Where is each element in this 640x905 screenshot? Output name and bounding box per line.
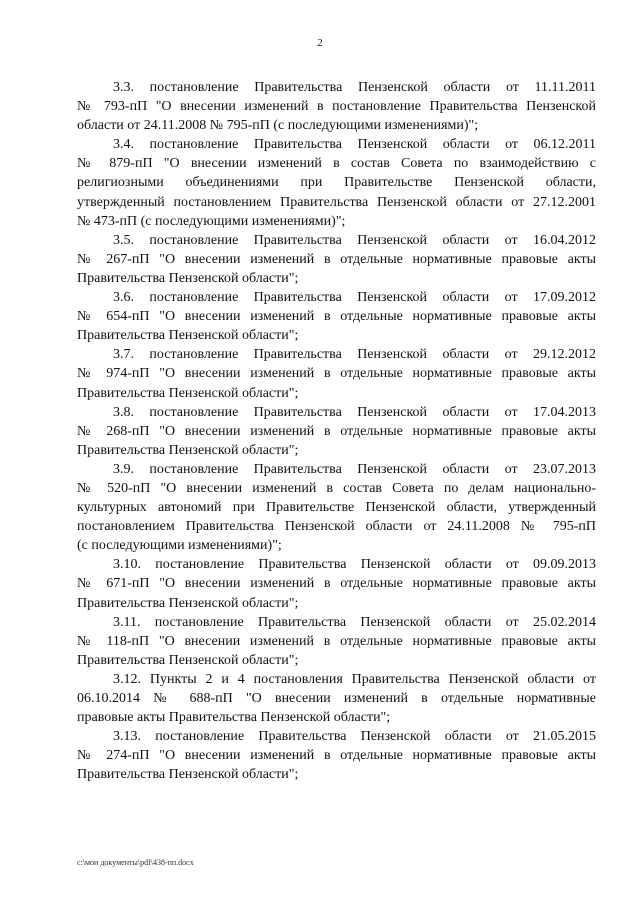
- text-line: № 473-пП (с последующими изменениями)";: [77, 213, 346, 229]
- text-line: религиозными объединениями при Правительстве Пензенской области,: [77, 175, 596, 191]
- text-line: 3.6. постановление Правительства Пензенской области от 17.09.2012: [113, 290, 596, 306]
- text-line: области от 24.11.2008 № 795-пП (с последующими изменениями)";: [77, 118, 479, 134]
- document-body: [77, 78, 596, 784]
- text-line: № 793-пП "О внесении изменений в постановление Правительства Пензенской: [77, 99, 596, 115]
- text-line: Правительства Пензенской области";: [77, 767, 299, 783]
- text-line: 3.8. постановление Правительства Пензенской области от 17.04.2013: [113, 404, 596, 420]
- text-line: 3.12. Пункты 2 и 4 постановления Правительства Пензенской области от: [113, 671, 596, 687]
- list-item: [77, 670, 596, 727]
- file-path-footer: c:\мои документы\pdf\438-пп.docx: [77, 858, 194, 867]
- text-line: Правительства Пензенской области";: [77, 652, 299, 668]
- text-line: № 267-пП "О внесении изменений в отдельные нормативные правовые акты: [77, 251, 596, 267]
- list-item: [77, 78, 596, 135]
- text-line: 3.5. постановление Правительства Пензенской области от 16.04.2012: [113, 232, 596, 248]
- text-line: № 654-пП "О внесении изменений в отдельные нормативные правовые акты: [77, 309, 596, 325]
- text-line: Правительства Пензенской области";: [77, 385, 299, 401]
- list-item: [77, 288, 596, 345]
- list-item: [77, 613, 596, 670]
- text-line: 3.10. постановление Правительства Пензенской области от 09.09.2013: [113, 557, 596, 573]
- text-line: 3.13. постановление Правительства Пензенской области от 21.05.2015: [113, 729, 596, 745]
- text-line: № 520-пП "О внесении изменений в состав Совета по делам национально-: [77, 480, 596, 496]
- text-line: Правительства Пензенской области";: [77, 270, 299, 286]
- list-item: [77, 403, 596, 460]
- list-item: [77, 460, 596, 555]
- text-line: постановлением Правительства Пензенской области от 24.11.2008 № 795-пП: [77, 519, 596, 535]
- text-line: 3.4. постановление Правительства Пензенской области от 06.12.2011: [113, 137, 596, 153]
- list-item: [77, 231, 596, 288]
- list-item: [77, 555, 596, 612]
- list-item: [77, 727, 596, 784]
- list-item: [77, 345, 596, 402]
- text-line: 06.10.2014 № 688-пП "О внесении изменений в отдельные нормативные: [77, 691, 596, 706]
- text-line: № 879-пП "О внесении изменений в состав Совета по взаимодействию с: [77, 156, 596, 172]
- text-line: № 974-пП "О внесении изменений в отдельные нормативные правовые акты: [77, 366, 596, 382]
- text-line: № 671-пП "О внесении изменений в отдельные нормативные правовые акты: [77, 576, 596, 592]
- text-line: 3.7. постановление Правительства Пензенской области от 29.12.2012: [113, 347, 596, 363]
- list-item: [77, 135, 596, 230]
- text-line: (с последующими изменениями)";: [77, 538, 282, 554]
- text-line: 3.11. постановление Правительства Пензенской области от 25.02.2014: [113, 614, 596, 630]
- text-line: № 118-пП "О внесении изменений в отдельные нормативные правовые акты: [77, 633, 596, 649]
- text-line: утвержденный постановлением Правительства Пензенской области от 27.12.2001: [77, 194, 596, 210]
- text-line: Правительства Пензенской области";: [77, 595, 299, 611]
- text-line: правовые акты Правительства Пензенской области";: [77, 710, 391, 726]
- text-line: 3.9. постановление Правительства Пензенской области от 23.07.2013: [113, 461, 596, 477]
- text-line: 3.3. постановление Правительства Пензенской области от 11.11.2011: [113, 80, 596, 95]
- text-line: Правительства Пензенской области";: [77, 442, 299, 458]
- text-line: культурных автономий при Правительстве Пензенской области, утвержденный: [77, 500, 596, 516]
- page-number: 2: [317, 37, 323, 49]
- text-line: Правительства Пензенской области";: [77, 328, 299, 344]
- text-line: № 274-пП "О внесении изменений в отдельные нормативные правовые акты: [77, 748, 596, 764]
- text-line: № 268-пП "О внесении изменений в отдельные нормативные правовые акты: [77, 423, 596, 439]
